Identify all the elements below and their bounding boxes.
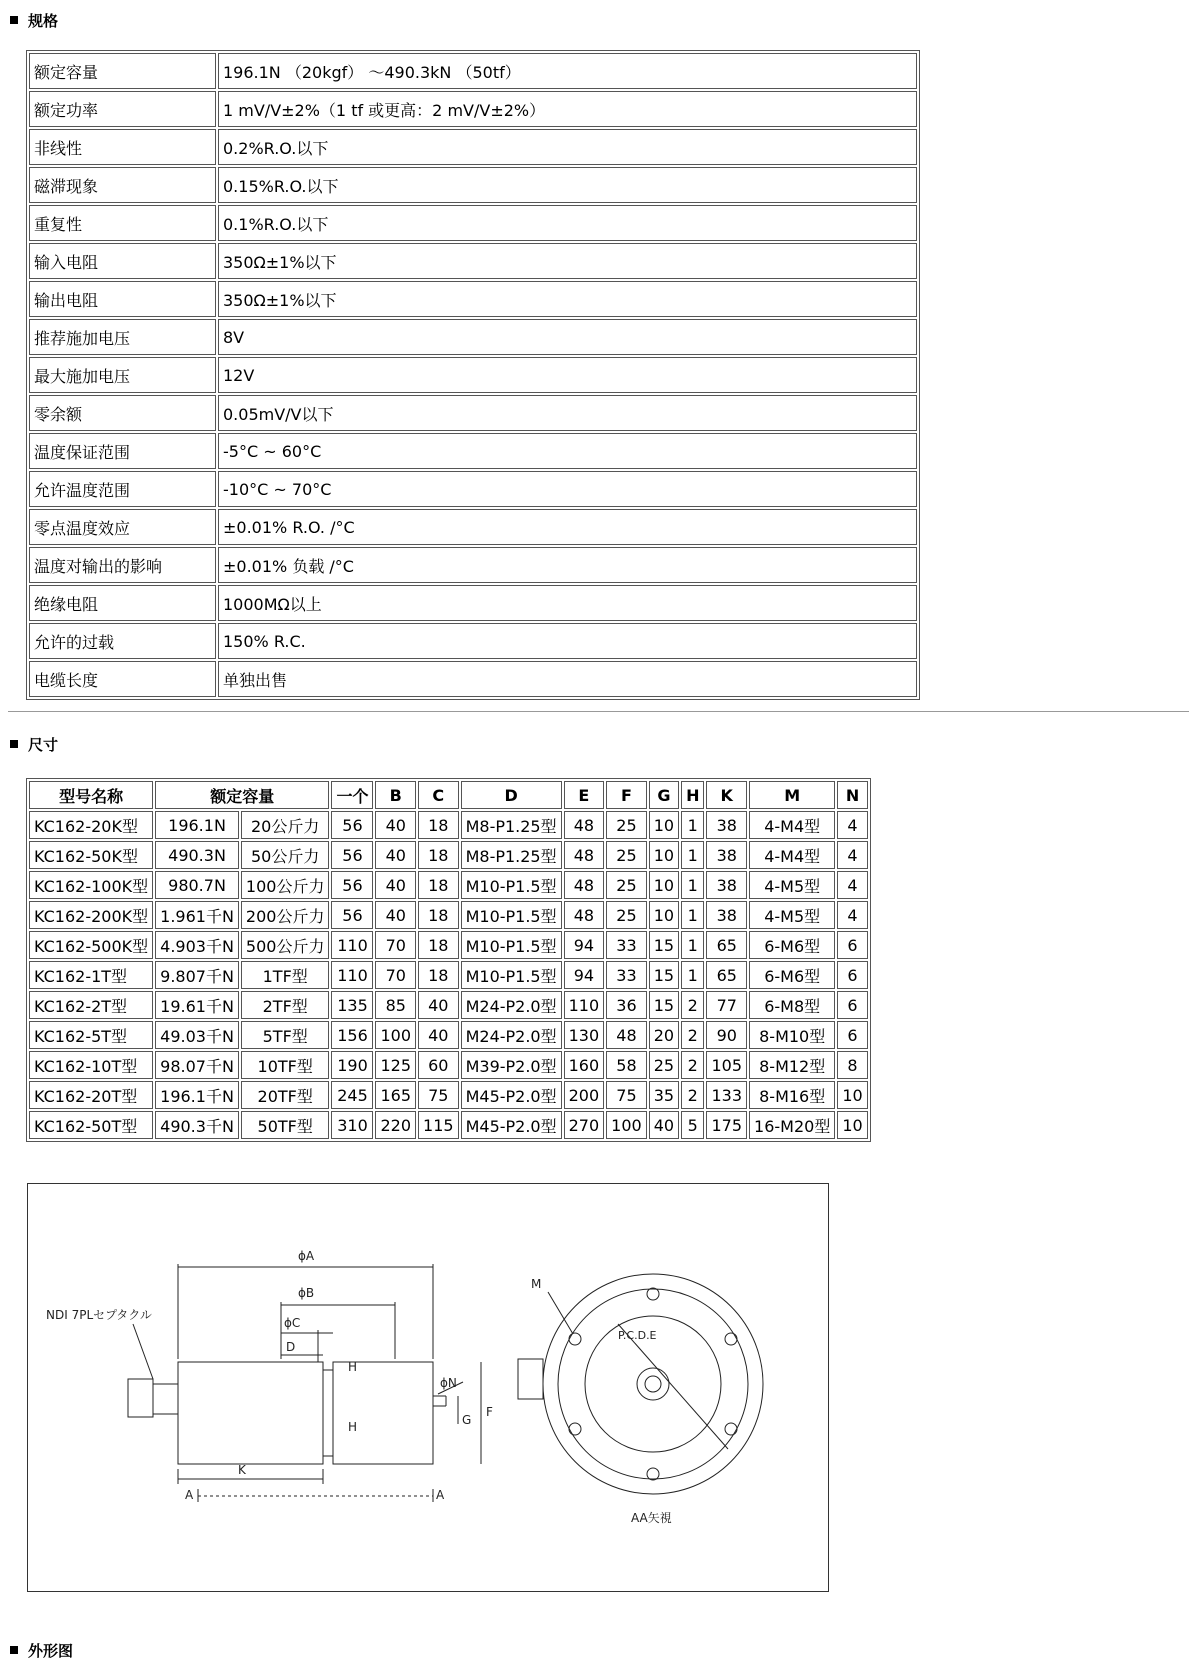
sensor-body-side bbox=[178, 1362, 323, 1464]
dim-cell: 4-M5型 bbox=[749, 901, 835, 929]
dim-cell: 75 bbox=[606, 1081, 647, 1109]
dim-cell: KC162-1T型 bbox=[29, 961, 153, 989]
label-f: F bbox=[486, 1405, 493, 1419]
dim-header: H bbox=[681, 781, 704, 809]
spec-key: 重复性 bbox=[29, 205, 216, 241]
spec-row bbox=[29, 623, 917, 659]
spec-value: 350Ω±1%以下 bbox=[218, 243, 917, 279]
dim-cell: KC162-20T型 bbox=[29, 1081, 153, 1109]
dim-cell: 56 bbox=[331, 841, 373, 869]
dim-row bbox=[29, 901, 868, 929]
spec-value: 150% R.C. bbox=[218, 623, 917, 659]
dim-cell: 4-M4型 bbox=[749, 811, 835, 839]
dim-cell: 6 bbox=[837, 931, 867, 959]
spec-key: 允许的过载 bbox=[29, 623, 216, 659]
square-bullet-icon bbox=[10, 740, 18, 748]
dim-cell: 196.1千N bbox=[155, 1081, 239, 1109]
spec-row bbox=[29, 281, 917, 317]
sensor-step bbox=[323, 1370, 333, 1456]
dim-cell: 10TF型 bbox=[241, 1051, 330, 1079]
sensor-head-side bbox=[333, 1362, 433, 1464]
label-h-upper: H bbox=[348, 1360, 358, 1374]
dim-header: G bbox=[649, 781, 679, 809]
dim-header: F bbox=[606, 781, 647, 809]
dim-cell: 4 bbox=[837, 841, 867, 869]
dim-cell: 133 bbox=[706, 1081, 747, 1109]
dim-cell: 4 bbox=[837, 901, 867, 929]
dim-cell: 2 bbox=[681, 991, 704, 1019]
dim-cell: 4.903千N bbox=[155, 931, 239, 959]
dim-row bbox=[29, 991, 868, 1019]
label-view: AA矢視 bbox=[631, 1511, 672, 1525]
dim-cell: 125 bbox=[375, 1051, 416, 1079]
dim-cell: 25 bbox=[606, 841, 647, 869]
dim-cell: 500公斤力 bbox=[241, 931, 330, 959]
dim-cell: 58 bbox=[606, 1051, 647, 1079]
dim-cell: 1TF型 bbox=[241, 961, 330, 989]
spec-row bbox=[29, 53, 917, 89]
dim-cell: 50TF型 bbox=[241, 1111, 330, 1139]
dim-cell: 40 bbox=[375, 901, 416, 929]
dim-cell: 94 bbox=[564, 961, 605, 989]
dim-cell: M10-P1.5型 bbox=[461, 931, 562, 959]
dim-cell: 48 bbox=[564, 811, 605, 839]
dim-cell: KC162-200K型 bbox=[29, 901, 153, 929]
dim-cell: 9.807千N bbox=[155, 961, 239, 989]
dim-cell: 56 bbox=[331, 811, 373, 839]
spec-value: -10°C ~ 70°C bbox=[218, 471, 917, 507]
dim-cell: M10-P1.5型 bbox=[461, 871, 562, 899]
dim-cell: M24-P2.0型 bbox=[461, 991, 562, 1019]
dim-cell: 40 bbox=[375, 871, 416, 899]
label-g: G bbox=[462, 1413, 472, 1427]
dim-section-title: 尺寸 bbox=[10, 734, 58, 755]
dim-header: 型号名称 bbox=[29, 781, 153, 809]
dim-cell: 6 bbox=[837, 961, 867, 989]
spec-value: ±0.01% R.O. /°C bbox=[218, 509, 917, 545]
dim-cell: 33 bbox=[606, 961, 647, 989]
dim-cell: M45-P2.0型 bbox=[461, 1081, 562, 1109]
dim-cell: 165 bbox=[375, 1081, 416, 1109]
dim-cell: 270 bbox=[564, 1111, 605, 1139]
dim-cell: 56 bbox=[331, 901, 373, 929]
dim-cell: 8 bbox=[837, 1051, 867, 1079]
label-m: M bbox=[531, 1277, 542, 1291]
dim-row bbox=[29, 841, 868, 869]
spec-row bbox=[29, 433, 917, 469]
flange-outer-circle bbox=[543, 1274, 763, 1494]
label-a-right: A bbox=[436, 1488, 445, 1502]
spec-key: 磁滞现象 bbox=[29, 167, 216, 203]
dim-cell: 4-M4型 bbox=[749, 841, 835, 869]
dim-cell: 15 bbox=[649, 961, 679, 989]
spec-row bbox=[29, 547, 917, 583]
dim-cell: 40 bbox=[418, 991, 459, 1019]
dim-cell: 490.3千N bbox=[155, 1111, 239, 1139]
dim-cell: M8-P1.25型 bbox=[461, 811, 562, 839]
spec-row bbox=[29, 91, 917, 127]
dim-cell: 6-M6型 bbox=[749, 931, 835, 959]
dim-cell: 245 bbox=[331, 1081, 373, 1109]
dim-cell: 94 bbox=[564, 931, 605, 959]
spec-key: 零余额 bbox=[29, 395, 216, 431]
spec-row bbox=[29, 395, 917, 431]
dim-cell: M10-P1.5型 bbox=[461, 901, 562, 929]
dim-cell: 65 bbox=[706, 961, 747, 989]
square-bullet-icon bbox=[10, 16, 18, 24]
spec-row bbox=[29, 129, 917, 165]
dim-row bbox=[29, 1081, 868, 1109]
dim-cell: 2 bbox=[681, 1081, 704, 1109]
dim-cell: KC162-50K型 bbox=[29, 841, 153, 869]
spec-key: 非线性 bbox=[29, 129, 216, 165]
dim-cell: 25 bbox=[606, 901, 647, 929]
label-phi-a: ϕA bbox=[298, 1249, 315, 1263]
spec-value: ±0.01% 负载 /°C bbox=[218, 547, 917, 583]
dim-cell: 200 bbox=[564, 1081, 605, 1109]
spec-row bbox=[29, 205, 917, 241]
spec-value: 0.1%R.O.以下 bbox=[218, 205, 917, 241]
dim-cell: 8-M16型 bbox=[749, 1081, 835, 1109]
dim-cell: 65 bbox=[706, 931, 747, 959]
dim-cell: 18 bbox=[418, 931, 459, 959]
dim-cell: 40 bbox=[649, 1111, 679, 1139]
dim-cell: 10 bbox=[837, 1081, 867, 1109]
dim-header: K bbox=[706, 781, 747, 809]
label-a-left: A bbox=[185, 1488, 194, 1502]
dim-cell: 1 bbox=[681, 961, 704, 989]
dim-cell: 18 bbox=[418, 811, 459, 839]
spec-key: 零点温度效应 bbox=[29, 509, 216, 545]
dim-cell: 10 bbox=[649, 841, 679, 869]
dimension-table bbox=[26, 778, 871, 1142]
dim-cell: KC162-2T型 bbox=[29, 991, 153, 1019]
dim-cell: 98.07千N bbox=[155, 1051, 239, 1079]
dim-row bbox=[29, 871, 868, 899]
dim-cell: 48 bbox=[564, 901, 605, 929]
dim-cell: 490.3N bbox=[155, 841, 239, 869]
spec-key: 输出电阻 bbox=[29, 281, 216, 317]
dim-cell: KC162-100K型 bbox=[29, 871, 153, 899]
dim-cell: 60 bbox=[418, 1051, 459, 1079]
spec-key: 推荐施加电压 bbox=[29, 319, 216, 355]
spec-value: 0.05mV/V以下 bbox=[218, 395, 917, 431]
dim-cell: M39-P2.0型 bbox=[461, 1051, 562, 1079]
dim-cell: 40 bbox=[375, 811, 416, 839]
label-d: D bbox=[286, 1340, 296, 1354]
dim-cell: KC162-50T型 bbox=[29, 1111, 153, 1139]
spec-key: 最大施加电压 bbox=[29, 357, 216, 393]
dim-cell: 18 bbox=[418, 901, 459, 929]
dim-cell: 100 bbox=[606, 1111, 647, 1139]
dim-cell: 130 bbox=[564, 1021, 605, 1049]
dim-cell: 1 bbox=[681, 931, 704, 959]
spec-key: 额定功率 bbox=[29, 91, 216, 127]
label-phi-b: ϕB bbox=[298, 1286, 315, 1300]
dim-cell: 1.961千N bbox=[155, 901, 239, 929]
dim-cell: M45-P2.0型 bbox=[461, 1111, 562, 1139]
dim-cell: 2 bbox=[681, 1051, 704, 1079]
spec-value: 单独出售 bbox=[218, 661, 917, 697]
dim-cell: 19.61千N bbox=[155, 991, 239, 1019]
dim-row bbox=[29, 961, 868, 989]
spec-value: 0.15%R.O.以下 bbox=[218, 167, 917, 203]
spec-key: 温度对输出的影响 bbox=[29, 547, 216, 583]
dim-row bbox=[29, 1111, 868, 1139]
dim-cell: 20TF型 bbox=[241, 1081, 330, 1109]
dim-cell: 175 bbox=[706, 1111, 747, 1139]
dim-cell: 110 bbox=[331, 931, 373, 959]
dim-cell: 48 bbox=[606, 1021, 647, 1049]
dim-cell: 200公斤力 bbox=[241, 901, 330, 929]
dim-cell: 70 bbox=[375, 961, 416, 989]
dim-cell: 16-M20型 bbox=[749, 1111, 835, 1139]
spec-row bbox=[29, 509, 917, 545]
label-phi-c: ϕC bbox=[284, 1316, 301, 1330]
dim-cell: 48 bbox=[564, 841, 605, 869]
dim-cell: 25 bbox=[649, 1051, 679, 1079]
dim-cell: 25 bbox=[606, 871, 647, 899]
dim-cell: 15 bbox=[649, 991, 679, 1019]
dim-cell: 38 bbox=[706, 901, 747, 929]
dim-cell: 38 bbox=[706, 841, 747, 869]
spec-value: 8V bbox=[218, 319, 917, 355]
dim-cell: 15 bbox=[649, 931, 679, 959]
spec-key: 额定容量 bbox=[29, 53, 216, 89]
dim-cell: 10 bbox=[649, 901, 679, 929]
dim-cell: 1 bbox=[681, 901, 704, 929]
dim-cell: 77 bbox=[706, 991, 747, 1019]
spec-value: 1 mV/V±2%（1 tf 或更高：2 mV/V±2%） bbox=[218, 91, 917, 127]
spec-row bbox=[29, 319, 917, 355]
dim-cell: KC162-500K型 bbox=[29, 931, 153, 959]
dim-cell: 110 bbox=[331, 961, 373, 989]
spec-row bbox=[29, 167, 917, 203]
dim-header: B bbox=[375, 781, 416, 809]
label-connector: NDI 7PLセプタクル bbox=[46, 1308, 152, 1322]
dim-cell: 8-M10型 bbox=[749, 1021, 835, 1049]
dim-cell: 18 bbox=[418, 841, 459, 869]
connector-neck bbox=[153, 1384, 178, 1414]
dim-cell: 5TF型 bbox=[241, 1021, 330, 1049]
dim-cell: 2TF型 bbox=[241, 991, 330, 1019]
dim-cell: 18 bbox=[418, 961, 459, 989]
dim-cell: M10-P1.5型 bbox=[461, 961, 562, 989]
dim-cell: 25 bbox=[606, 811, 647, 839]
dim-cell: 110 bbox=[564, 991, 605, 1019]
dim-cell: 10 bbox=[649, 811, 679, 839]
dim-cell: 100 bbox=[375, 1021, 416, 1049]
dim-cell: 980.7N bbox=[155, 871, 239, 899]
label-phi-n: ϕN bbox=[440, 1376, 457, 1390]
dim-cell: 38 bbox=[706, 871, 747, 899]
dim-row bbox=[29, 1021, 868, 1049]
dim-cell: 1 bbox=[681, 841, 704, 869]
dim-cell: 1 bbox=[681, 811, 704, 839]
dim-cell: 10 bbox=[837, 1111, 867, 1139]
dim-cell: 75 bbox=[418, 1081, 459, 1109]
dim-cell: 70 bbox=[375, 931, 416, 959]
dim-row bbox=[29, 1051, 868, 1079]
dim-row bbox=[29, 811, 868, 839]
dim-cell: 33 bbox=[606, 931, 647, 959]
dim-cell: 90 bbox=[706, 1021, 747, 1049]
dim-cell: 105 bbox=[706, 1051, 747, 1079]
dim-row bbox=[29, 931, 868, 959]
dim-cell: 156 bbox=[331, 1021, 373, 1049]
spec-row bbox=[29, 243, 917, 279]
dim-cell: 196.1N bbox=[155, 811, 239, 839]
dim-cell: 8-M12型 bbox=[749, 1051, 835, 1079]
spec-value: 196.1N （20kgf） ～490.3kN （50tf） bbox=[218, 53, 917, 89]
dim-cell: 6 bbox=[837, 1021, 867, 1049]
dim-cell: 310 bbox=[331, 1111, 373, 1139]
dim-cell: KC162-5T型 bbox=[29, 1021, 153, 1049]
dim-cell: 40 bbox=[375, 841, 416, 869]
dim-cell: 2 bbox=[681, 1021, 704, 1049]
dim-cell: 5 bbox=[681, 1111, 704, 1139]
dim-cell: 4 bbox=[837, 871, 867, 899]
dim-header: 一个 bbox=[331, 781, 373, 809]
dim-cell: 38 bbox=[706, 811, 747, 839]
spec-key: 允许温度范围 bbox=[29, 471, 216, 507]
spec-row bbox=[29, 661, 917, 697]
spec-row bbox=[29, 585, 917, 621]
spec-table bbox=[26, 50, 920, 700]
dim-header: C bbox=[418, 781, 459, 809]
dim-cell: 85 bbox=[375, 991, 416, 1019]
dim-cell: 115 bbox=[418, 1111, 459, 1139]
outline-section-title: 外形图 bbox=[10, 1640, 73, 1661]
dim-cell: 6 bbox=[837, 991, 867, 1019]
dim-header: 额定容量 bbox=[155, 781, 329, 809]
dim-header: E bbox=[564, 781, 605, 809]
square-bullet-icon bbox=[10, 1646, 18, 1654]
dim-cell: 50公斤力 bbox=[241, 841, 330, 869]
label-k: K bbox=[238, 1463, 246, 1477]
dim-cell: 49.03千N bbox=[155, 1021, 239, 1049]
label-pcd: P.C.D.E bbox=[618, 1329, 657, 1342]
dim-cell: 100公斤力 bbox=[241, 871, 330, 899]
dim-cell: 4-M5型 bbox=[749, 871, 835, 899]
dim-cell: 1 bbox=[681, 871, 704, 899]
dim-cell: 190 bbox=[331, 1051, 373, 1079]
dim-cell: M8-P1.25型 bbox=[461, 841, 562, 869]
spec-value: 1000MΩ以上 bbox=[218, 585, 917, 621]
dim-cell: 135 bbox=[331, 991, 373, 1019]
spec-value: 12V bbox=[218, 357, 917, 393]
spec-row bbox=[29, 357, 917, 393]
dim-cell: KC162-10T型 bbox=[29, 1051, 153, 1079]
spec-key: 输入电阻 bbox=[29, 243, 216, 279]
dim-cell: 20 bbox=[649, 1021, 679, 1049]
dim-cell: 56 bbox=[331, 871, 373, 899]
spec-section-title: 规格 bbox=[10, 10, 58, 31]
dim-cell: 48 bbox=[564, 871, 605, 899]
connector-shape bbox=[128, 1379, 153, 1417]
dim-cell: 6-M6型 bbox=[749, 961, 835, 989]
spec-key: 绝缘电阻 bbox=[29, 585, 216, 621]
outline-drawing bbox=[27, 1183, 829, 1592]
dim-header: N bbox=[837, 781, 867, 809]
spec-value: 350Ω±1%以下 bbox=[218, 281, 917, 317]
dim-cell: 35 bbox=[649, 1081, 679, 1109]
dim-cell: 40 bbox=[418, 1021, 459, 1049]
dim-cell: 6-M8型 bbox=[749, 991, 835, 1019]
dim-cell: 4 bbox=[837, 811, 867, 839]
dim-cell: 18 bbox=[418, 871, 459, 899]
dim-cell: KC162-20K型 bbox=[29, 811, 153, 839]
label-h-lower: H bbox=[348, 1420, 358, 1434]
dim-cell: M24-P2.0型 bbox=[461, 1021, 562, 1049]
spec-row bbox=[29, 471, 917, 507]
spec-key: 温度保证范围 bbox=[29, 433, 216, 469]
dim-cell: 10 bbox=[649, 871, 679, 899]
dim-cell: 220 bbox=[375, 1111, 416, 1139]
spec-key: 电缆长度 bbox=[29, 661, 216, 697]
spec-value: -5°C ~ 60°C bbox=[218, 433, 917, 469]
dim-cell: 20公斤力 bbox=[241, 811, 330, 839]
dim-header: D bbox=[461, 781, 562, 809]
section-divider bbox=[8, 711, 1189, 712]
dim-cell: 36 bbox=[606, 991, 647, 1019]
dim-cell: 160 bbox=[564, 1051, 605, 1079]
spec-value: 0.2%R.O.以下 bbox=[218, 129, 917, 165]
dim-header: M bbox=[749, 781, 835, 809]
